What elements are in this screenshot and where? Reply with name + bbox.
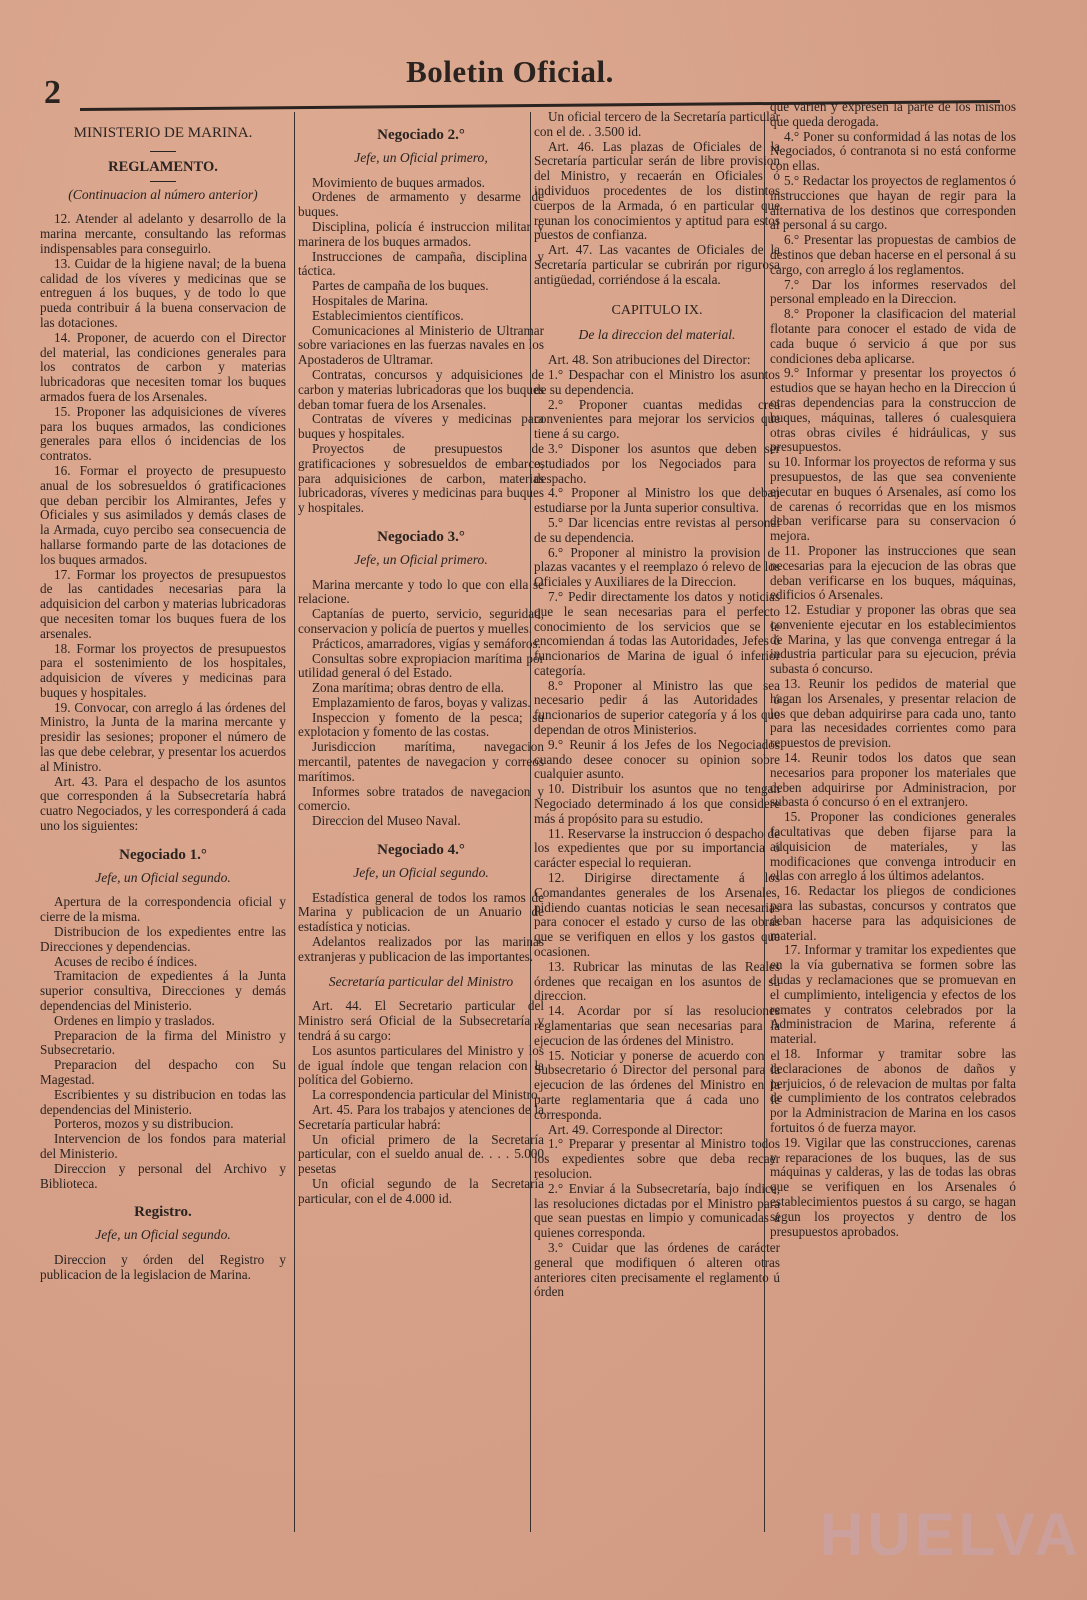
list-item: Preparacion del despacho con Su Magestad. xyxy=(40,1057,286,1088)
negociado-1-items xyxy=(40,895,286,1191)
list-item: 13. Reunir los pedidos de material que hagan los Arsenales, y presentar relacion de los que deban adquirirse para cada uno, tanto para las necesidades corrientes como para repuestos de prevision. xyxy=(770,676,1016,751)
paragraph: 12. Atender al adelanto y desarrollo de la marina mercante, consultando las reformas indispensables para conseguirlo. xyxy=(40,211,286,256)
continuation-note: (Continuacion al número anterior) xyxy=(68,186,258,202)
negociado-3-items xyxy=(298,578,544,830)
list-item: Comunicaciones al Ministerio de Ultramar sobre variaciones en las fuerzas navales en los Apostaderos de Ultramar. xyxy=(298,322,544,368)
list-item: Art. 46. Las plazas de Oficiales de la Secretaría particular serán de libre provision del Ministro, y recaerán en Oficiales ó individuos procedentes de los distintos cuerpos de la Armada, ó en particular que reunan los conocimientos y aptitud para estos puestos de confianza. xyxy=(534,138,780,243)
chapter-items xyxy=(534,353,780,1300)
list-item: Direccion y personal del Archivo y Biblioteca. xyxy=(40,1160,286,1191)
list-item: Emplazamiento de faros, boyas y valizas. xyxy=(312,694,531,710)
list-item: Contratas de víveres y medicinas para buques y hospitales. xyxy=(298,411,544,442)
negociado-4-items xyxy=(298,891,544,965)
list-item: 11. Reservarse la instruccion ó despacho de los expedientes que por su importancia ó carácter especial lo requieran. xyxy=(534,825,780,871)
registro-jefe: Jefe, un Oficial segundo. xyxy=(95,1227,231,1243)
column-2 xyxy=(298,128,544,1207)
list-item: 6.° Proponer al ministro la provision de plazas vacantes y el reemplazo ó relevo de los Oficiales y Auxiliares de la Direccion. xyxy=(534,544,780,590)
list-item: Ordenes de armamento y desarme de buques. xyxy=(298,189,544,220)
list-item: Establecimientos científicos. xyxy=(312,307,464,323)
list-item: Distribucion de los expedientes entre las Direcciones y dependencias. xyxy=(40,924,286,954)
list-item: 18. Informar y tramitar sobre las declaraciones de abonos de daños y perjuicios, ó de relevacion de multas por falta de cumplimiento de los contratos celebrados por la Administracion de Marina en los casos fortuitos ó de fuerza mayor. xyxy=(770,1046,1016,1135)
column-3 xyxy=(534,110,780,1300)
chapter-subtitle: De la direccion del material. xyxy=(578,327,736,343)
list-item: 12. Dirigirse directamente á los Comandantes generales de los Arsenales, pidiendo cuantas noticias le sean necesarias para conocer el estado y curso de las obras que se verifiquen en ellos y los gastos que ocasionen. xyxy=(534,870,780,960)
paragraph: 19. Convocar, con arreglo á las órdenes del Ministro, la Junta de la marina mercante y presidir las sesiones; proponer el número de las que debe celebrar, y presentar los acuerdos al Ministro. xyxy=(40,699,286,774)
list-item: Preparacion de la firma del Ministro y Subsecretario. xyxy=(40,1027,286,1058)
list-item: que varien y expresen la parte de los mismos que queda derogada. xyxy=(770,99,1016,129)
list-item: Jurisdiccion marítima, navegacion mercantil, patentes de navegacion y correos marítimos. xyxy=(298,739,544,784)
negociado-4-title: Negociado 4.° xyxy=(377,842,465,859)
paragraph: 13. Cuidar de la higiene naval; de la buena calidad de los víveres y medicinas que se entreguen á los buques, y de todo lo que pueda contribuir á la buena conservacion de las dotaciones. xyxy=(40,255,286,330)
list-item: 13. Rubricar las minutas de las Reales órdenes que recaigan en los asuntos de su direccion. xyxy=(534,958,780,1004)
list-item: 6.° Presentar las propuestas de cambios de destinos que deban hacerse en el personal á su cargo, con arreglo á los reglamentos. xyxy=(770,232,1016,277)
page-number: 2 xyxy=(44,74,61,111)
list-item: Porteros, mozos y su distribucion. xyxy=(54,1116,234,1132)
negociado-3-title: Negociado 3.° xyxy=(377,528,465,545)
list-item: 2.° Proponer cuantas medidas crea convenientes para mejorar los servicios que tiene á su cargo. xyxy=(534,396,780,442)
secretaria-items xyxy=(298,999,544,1206)
list-item: 8.° Proponer al Ministro las que sea necesario pedir á las Autoridades ó funcionarios de superior categoría y á los que dependan de otros Ministerios. xyxy=(534,677,780,738)
list-item: Consultas sobre expropiacion marítima por utilidad general ó del Estado. xyxy=(298,650,544,681)
paragraph: 18. Formar los proyectos de presupuestos para el sostenimiento de los hospitales, adquisicion de víveres y medicinas para buques y hospitales. xyxy=(40,640,286,700)
registro-title: Registro. xyxy=(134,1204,192,1221)
list-item: 10. Distribuir los asuntos que no tengan Negociado determinado á los que considere más á propósito para su estudio. xyxy=(534,781,780,826)
list-item: Contratas, concursos y adquisiciones de carbon y materias lubricadoras que los buques deban tomar fuera de los Arsenales. xyxy=(298,366,544,412)
paragraph: 17. Formar los proyectos de presupuestos de las cantidades necesarias para la adquisicion del carbon y materias lubricadoras que necesiten tomar los buques fuera de los arsenales. xyxy=(40,566,286,641)
paragraph: 14. Proponer, de acuerdo con el Director del material, las condiciones generales para los contratos de carbon y materias lubricadoras que necesiten tomar los buques armados fuera de los Arsenales. xyxy=(40,329,286,404)
list-item: 4.° Proponer al Ministro los que deban estudiarse por la Junta superior consultiva. xyxy=(534,485,780,516)
section-title: REGLAMENTO. xyxy=(108,158,218,175)
archive-watermark: HUELVA xyxy=(820,1501,1082,1568)
list-item: Tramitacion de expedientes á la Junta superior consultiva, Direcciones y demás dependencias del Ministerio. xyxy=(40,968,286,1014)
columns xyxy=(36,99,1056,1592)
negociado-2-jefe: Jefe, un Oficial primero, xyxy=(354,149,488,165)
list-item: Los asuntos particulares del Ministro y los de igual índole que tengan relacion con la política del Gobierno. xyxy=(298,1042,544,1088)
negociado-2-items xyxy=(298,176,544,516)
list-item: Estadística general de todos los ramos de Marina y publicacion de un Anuario de estadística y noticias. xyxy=(298,889,544,935)
list-item: 19. Vigilar que las construcciones, carenas y reparaciones de los buques, las de sus máquinas y calderas, y las de todas las obras que se verifiquen en los Arsenales ó establecimientos puestos á su cargo, se hagan segun los proyectos y dentro de los presupuestos aprobados. xyxy=(770,1134,1016,1239)
list-item: Apertura de la correspondencia oficial y cierre de la misma. xyxy=(40,894,286,925)
list-item: Disciplina, policía é instruccion militar y marinera de los buques armados. xyxy=(298,218,544,249)
negociado-1-title: Negociado 1.° xyxy=(119,846,207,863)
list-item: Movimiento de buques armados. xyxy=(312,174,485,190)
list-item: Art. 48. Son atribuciones del Director: xyxy=(548,352,751,368)
negociado-2-title: Negociado 2.° xyxy=(377,127,465,143)
list-item: Ordenes en limpio y traslados. xyxy=(54,1012,215,1028)
list-item: 14. Reunir todos los datos que sean necesarios para proponer los materiales que deben adquirirse por Administracion, por subasta ó concurso ó en el extranjero. xyxy=(770,750,1016,810)
list-item: 5.° Redactar los proyectos de reglamentos ó instrucciones que hayan de regir para la alternativa de los destinos que corresponden al personal á su cargo. xyxy=(770,172,1016,233)
list-item: 11. Proponer las instrucciones que sean necesarias para la ejecucion de las obras que deban verificarse en los buques, máquinas, edificios ó Arsenales. xyxy=(770,542,1016,603)
list-item: Adelantos realizados por las marinas extranjeras y publicacion de las importantes. xyxy=(298,934,544,964)
chapter-heading: CAPITULO IX. xyxy=(611,302,703,318)
list-item: Direccion del Museo Naval. xyxy=(312,813,461,829)
list-item: 9.° Informar y presentar los proyectos ó estudios que se hayan hecho en la Direccion ú otras dependencias para la construccion de buques, máquinas, talleres ó cualesquiera otras obras civiles é hidráulicas, y sus presupuestos. xyxy=(770,365,1016,455)
secretaria-continuation xyxy=(534,110,780,288)
list-item: 8.° Proponer la clasificacion del material flotante para conocer el estado de vida de cada buque ó servicio á que por sus condiciones deba aplicarse. xyxy=(770,306,1016,366)
list-item: La correspondencia particular del Ministro. xyxy=(312,1087,541,1103)
paragraph: 16. Formar el proyecto de presupuesto anual de los sobresueldos ó gratificaciones que deban percibir los Almirantes, Jefes y Oficiales y sus asimilados y demás clases de la Armada, cuyo percibo sea consecuencia de hallarse formando parte de las dotaciones de los buques armados. xyxy=(40,462,286,567)
list-item: 15. Proponer las condiciones generales facultativas que deben fijarse para la adquisicion de materiales, y las modificaciones que convenga introducir en ellas con arreglo á los últimos adelantos. xyxy=(770,809,1016,884)
list-item: Art. 44. El Secretario particular del Ministro será Oficial de la Subsecretaría y tendrá á su cargo: xyxy=(298,998,544,1044)
column-1 xyxy=(40,126,286,1283)
list-item: 9.° Reunir á los Jefes de los Negociados cuando desee conocer su opinion sobre cualquier asunto. xyxy=(534,736,780,782)
list-item: 7.° Dar los informes reservados del personal empleado en la Direccion. xyxy=(770,276,1016,307)
list-item: Prácticos, amarradores, vigías y semáforos. xyxy=(312,635,541,651)
list-item: 3.° Cuidar que las órdenes de carácter general que modifiquen ó alteren otras anteriores citen precisamente el reglamento ú órden xyxy=(534,1239,780,1300)
paragraph-list xyxy=(40,212,286,833)
list-item: Acuses de recibo é índices. xyxy=(54,953,198,969)
list-item: Un oficial tercero de la Secretaría particular con el de. . 3.500 id. xyxy=(534,109,780,139)
list-item: Un oficial primero de la Secretaría particular, con el sueldo anual de. . . . 5.000 pesetas xyxy=(298,1131,544,1177)
column-divider xyxy=(294,112,295,1532)
list-item: Hospitales de Marina. xyxy=(312,292,429,308)
divider xyxy=(150,151,176,152)
list-item: 4.° Poner su conformidad á las notas de los Negociados, ó contranota si no está conforme con ellas. xyxy=(770,128,1016,174)
publication-title: Boletin Oficial. xyxy=(406,54,614,89)
list-item: Partes de campaña de los buques. xyxy=(312,278,489,294)
list-item: Zona marítima; obras dentro de ella. xyxy=(312,680,504,696)
list-item: Marina mercante y todo lo que con ella se relacione. xyxy=(298,576,544,607)
list-item: 1.° Preparar y presentar al Ministro todos los expedientes sobre que deba recaer resolucion. xyxy=(534,1136,780,1181)
list-item: 1.° Despachar con el Ministro los asuntos de su dependencia. xyxy=(534,366,780,397)
divider xyxy=(150,181,176,182)
list-item: 12. Estudiar y proponer las obras que sea conveniente ejecutar en los establecimientos de Marina, y las que convenga entregar á la industria particular para su ejecucion, prévia subasta ó concurso. xyxy=(770,602,1016,677)
paragraph: 15. Proponer las adquisiciones de víveres para los buques armados, las condiciones generales para ellos ó incidencias de los contratos. xyxy=(40,403,286,464)
negociado-4-jefe: Jefe, un Oficial segundo. xyxy=(353,864,489,880)
director-items xyxy=(770,100,1016,1239)
negociado-3-jefe: Jefe, un Oficial primero. xyxy=(354,551,488,567)
list-item: 10. Informar los proyectos de reforma y sus presupuestos, de las que sea conveniente ejecutar en buques ó Arsenales, así como los de carenas ó recorridas que en los mismos deban verificarse para su conservacion ó mejora. xyxy=(770,454,1016,544)
list-item: Escribientes y su distribucion en todas las dependencias del Ministerio. xyxy=(40,1086,286,1117)
list-item: 2.° Enviar á la Subsecretaría, bajo índice, las resoluciones dictadas por el Ministro para que sean puestas en limpio y comunicadas á quienes corresponda. xyxy=(534,1180,780,1241)
list-item: Inspeccion y fomento de la pesca; su explotacion y fomento de las costas. xyxy=(298,709,544,740)
list-item: Un oficial segundo de la Secretaría particular, con el de 4.000 id. xyxy=(298,1176,544,1206)
list-item: Captanías de puerto, servicio, seguridad, conservacion y policía de puertos y muelles. xyxy=(298,606,544,636)
list-item: Proyectos de presupuestos de gratificaciones y sobresueldos de embarco, para adquisiciones de carbon, materias lubricadoras, víveres y medicinas para buques y hospitales. xyxy=(298,440,544,516)
list-item: 16. Redactar los pliegos de condiciones para las subastas, concursos y contratos que deban hacerse para las adquisiciones de material. xyxy=(770,883,1016,943)
list-item: 14. Acordar por sí las resoluciones reglamentarias que sean necesarias para la ejecucion de las órdenes del Ministro. xyxy=(534,1003,780,1048)
secretaria-title: Secretaría particular del Ministro xyxy=(328,973,514,989)
list-item: 15. Noticiar y ponerse de acuerdo con el Subsecretario ó Director del personal para la ejecucion de las órdenes del Ministro en la parte reglamentaria que á cada uno le corresponda. xyxy=(534,1047,780,1122)
list-item: Informes sobre tratados de navegacion y comercio. xyxy=(298,783,544,814)
list-item: 7.° Pedir directamente los datos y noticias que le sean necesarias para el perfecto conocimiento de los servicios que se le encomiendan á todas las Autoridades, Jefes ó funcionarios de Marina de igual ó inferior categoría. xyxy=(534,588,780,678)
list-item: 17. Informar y tramitar los expedientes que en la vía gubernativa se formen sobre las dudas y reclamaciones que se promuevan en el cumplimiento, inteligencia y efectos de los remates y contratos celebrados por la Administracion de Marina, referente á material. xyxy=(770,942,1016,1047)
list-item: Art. 47. Las vacantes de Oficiales de la Secretaría particular se cubrirán por rigurosa antigüedad, corriéndose á la escala. xyxy=(534,242,780,287)
list-item: Intervencion de los fondos para material del Ministerio. xyxy=(40,1131,286,1161)
ministry-heading: MINISTERIO DE MARINA. xyxy=(73,125,253,141)
list-item: 3.° Disponer los asuntos que deben ser estudiados por los Negociados para su despacho. xyxy=(534,440,780,486)
column-4 xyxy=(770,100,1016,1239)
negociado-1-jefe: Jefe, un Oficial segundo. xyxy=(95,869,231,885)
list-item: Instrucciones de campaña, disciplina y táctica. xyxy=(298,248,544,279)
list-item: Art. 49. Corresponde al Director: xyxy=(548,1121,724,1137)
paragraph: Art. 43. Para el despacho de los asuntos que corresponden á la Subsecretaría habrá cuatro Negociados, y les corresponderá á cada uno los siguientes: xyxy=(40,773,286,834)
list-item: Art. 45. Para los trabajos y atenciones de la Secretaría particular habrá: xyxy=(298,1102,544,1132)
list-item: 5.° Dar licencias entre revistas al personal de su dependencia. xyxy=(534,514,780,545)
list-item: Direccion y órden del Registro y publicacion de la legislacion de Marina. xyxy=(40,1251,286,1282)
